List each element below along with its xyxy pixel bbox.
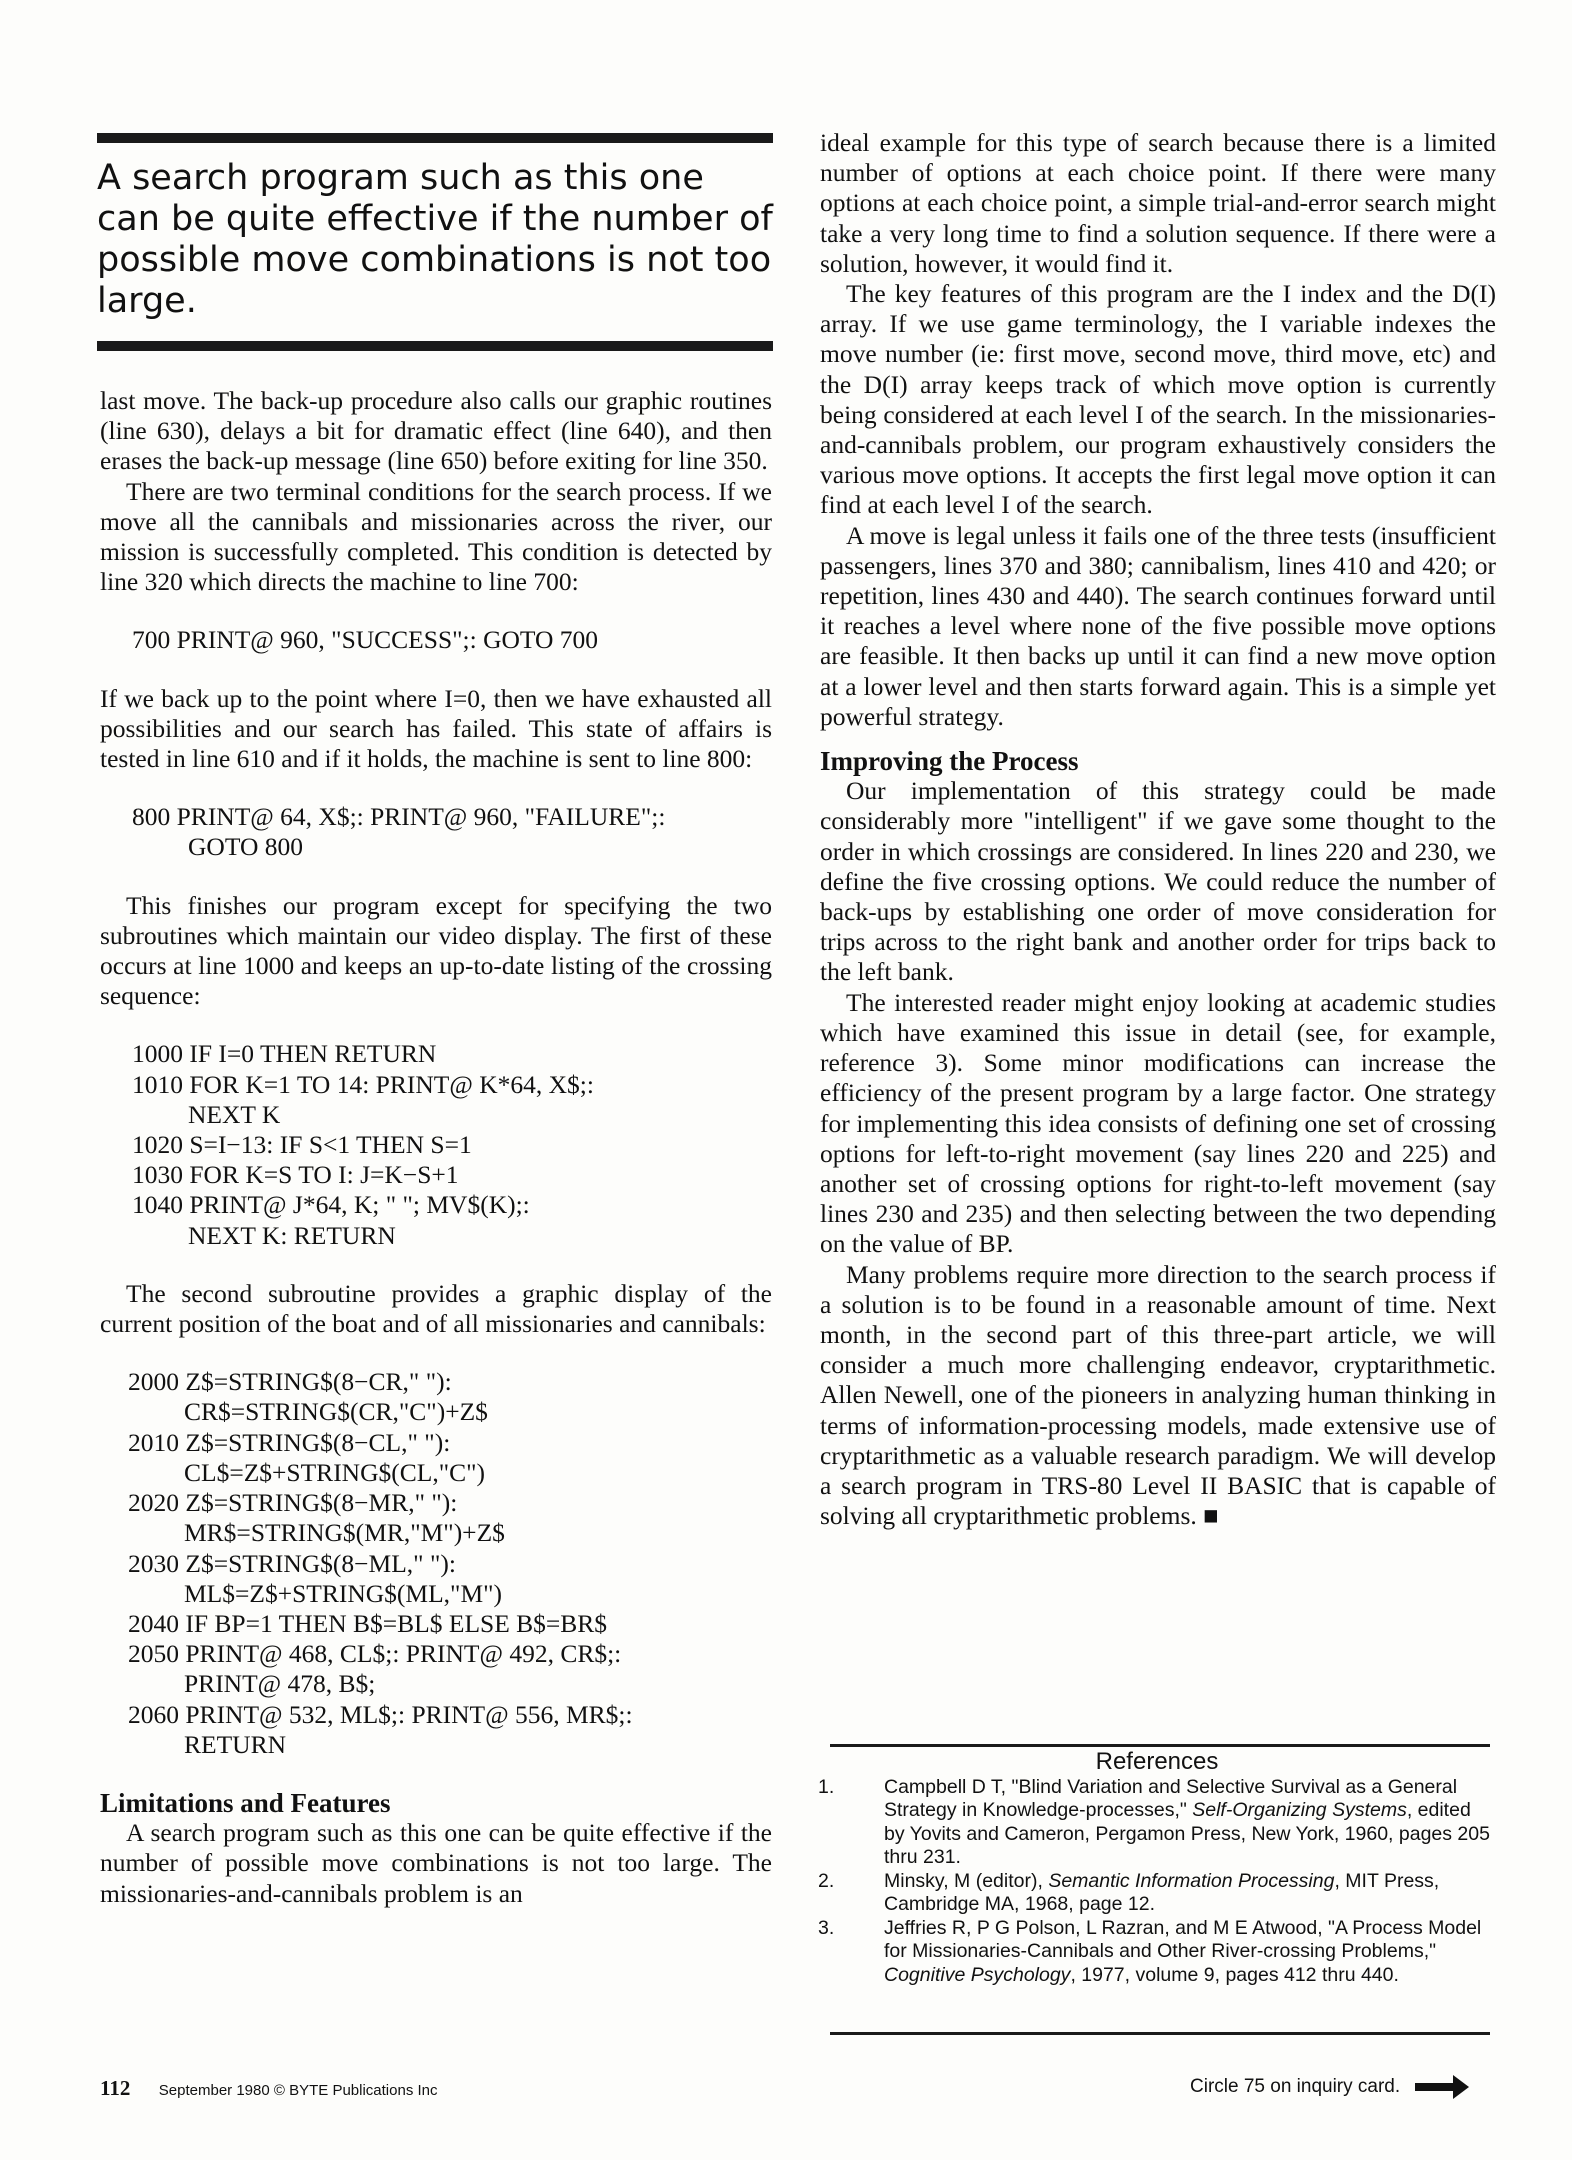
code-line: 700 PRINT@ 960, "SUCCESS";: GOTO 700 (132, 625, 599, 655)
paragraph: The key features of this program are the I index and the D(I) array. If we use game terminology, the I variable indexes the move number (ie: first move, second move, third move, etc) and the D(I) array keeps track of which move option is currently being considered at each level I of the search. In the missionaries-and-cannibals problem, our program exhaustively considers the various move options. It accepts the first legal move option it can find at each level I of the search. (820, 279, 1496, 520)
code-line: 2060 PRINT@ 532, ML$;: PRINT@ 556, MR$;: (128, 1699, 633, 1729)
footer-right (1190, 2076, 1455, 2098)
code-2000 (128, 1367, 772, 1760)
reference-item (818, 1776, 1496, 1870)
ref-text: , 1977, volume 9, pages 412 thru 440. (1070, 1963, 1399, 1986)
code-line: 1030 FOR K=S TO I: J=K−S+1 (132, 1160, 459, 1190)
footer-left (100, 2076, 438, 2101)
code-line: RETURN (184, 1729, 286, 1759)
reference-item (818, 1870, 1496, 1917)
ref-title: Semantic Information Processing (1048, 1869, 1335, 1892)
code-line: 2030 Z$=STRING$(8−ML," "): (128, 1548, 456, 1578)
left-column (100, 386, 772, 1909)
paragraph: There are two terminal conditions for the search process. If we move all the cannibals and missionaries across the river, our mission is successfully completed. This condition is detected by line 320 which directs the machine to line 700: (100, 476, 772, 597)
ref-number: 2. (818, 1869, 835, 1892)
references-title: References (1095, 1748, 1219, 1775)
right-column (820, 128, 1496, 1531)
pull-quote-top-rule (97, 133, 773, 143)
code-line: 2000 Z$=STRING$(8−CR," "): (128, 1367, 452, 1397)
footer-credit: September 1980 © BYTE Publications Inc (158, 2082, 438, 2099)
page-number: 112 (100, 2076, 131, 2100)
ref-text: , MIT Press, Cambridge MA, 1968, page 12. (884, 1869, 1440, 1915)
code-800 (132, 802, 772, 862)
pull-quote-bottom-rule (97, 341, 773, 351)
paragraph: last move. The back-up procedure also calls our graphic routines (line 630), delays a bit for dramatic effect (line 640), and then erases the back-up message (line 650) before exiting for line 350. (100, 386, 772, 476)
paragraph: If we back up to the point where I=0, then we have exhausted all possibilities and our search has failed. This state of affairs is tested in line 610 and if it holds, the machine is sent to line 800: (100, 683, 772, 774)
paragraph: The second subroutine provides a graphic display of the current position of the boat and of all missionaries and cannibals: (100, 1278, 772, 1339)
ref-title: Self-Organizing Systems (1192, 1799, 1407, 1821)
inquiry-note: Circle 75 on inquiry card. (1190, 2076, 1401, 2097)
references-top-rule (830, 1744, 1490, 1747)
ref-number: 3. (818, 1916, 835, 1939)
paragraph: This finishes our program except for specifying the two subroutines which maintain our video display. The first of these occurs at line 1000 and keeps an up-to-date listing of the crossing sequence: (100, 890, 772, 1011)
ref-title: Cognitive Psychology (884, 1963, 1071, 1986)
arrow-right-icon (1415, 2083, 1455, 2091)
code-line: GOTO 800 (188, 832, 303, 862)
reference-item (818, 1917, 1496, 1988)
code-line: MR$=STRING$(MR,"M")+Z$ (184, 1518, 505, 1548)
ref-text: , edited by Yovits and Cameron, Pergamon Press, New York, 1960, pages 205 thru 231. (884, 1799, 1490, 1868)
code-line: 1040 PRINT@ J*64, K; " "; MV$(K);: (132, 1190, 530, 1220)
section-heading: Limitations and Features (100, 1787, 391, 1818)
pull-quote: A search program such as this one can be quite effective if the number of possible move combinations is not too large. (97, 158, 773, 321)
ref-number: 1. (818, 1775, 835, 1798)
paragraph: A search program such as this one can be quite effective if the number of possible move combinations is not too large. The missionaries-and-cannibals problem is an (100, 1818, 772, 1908)
code-line: 1000 IF I=0 THEN RETURN (132, 1039, 437, 1069)
code-line: NEXT K: RETURN (188, 1220, 396, 1250)
code-line: 800 PRINT@ 64, X$;: PRINT@ 960, "FAILURE";: (132, 802, 666, 832)
paragraph: ideal example for this type of search because there is a limited number of options at each choice point. If there were many options at each choice point, a simple trial-and-error search might take a very long time to find a solution sequence. If there were a solution, however, it would find it. (820, 128, 1496, 278)
code-line: CR$=STRING$(CR,"C")+Z$ (184, 1397, 488, 1427)
code-line: 2040 IF BP=1 THEN B$=BL$ ELSE B$=BR$ (128, 1608, 608, 1638)
code-1000 (132, 1039, 772, 1250)
ref-text: Campbell D T, "Blind Variation and Selective Survival as a General Strategy in Knowledge-processes," (884, 1775, 1458, 1821)
ref-text: Jeffries R, P G Polson, L Razran, and M E Atwood, "A Process Model for Missionaries-Cannibals and Other River-crossing Problems," (884, 1916, 1482, 1962)
paragraph: Many problems require more direction to the search process if a solution is to be found in a reasonable amount of time. Next month, in the second part of this three-part article, we will consider a much more challenging endeavor, cryptarithmetic. Allen Newell, one of the pioneers in analyzing human thinking in terms of information-processing models, made extensive use of cryptarithmetic as a valuable research paradigm. We will develop a search program in TRS-80 Level II BASIC that is capable of solving all cryptarithmetic problems. ■ (820, 1259, 1496, 1531)
code-line: 2020 Z$=STRING$(8−MR," "): (128, 1488, 458, 1518)
code-line: ML$=Z$+STRING$(ML,"M") (184, 1578, 503, 1608)
code-line: 1020 S=I−13: IF S<1 THEN S=1 (132, 1130, 472, 1160)
ref-text: Minsky, M (editor), (884, 1869, 1049, 1892)
code-700 (132, 625, 772, 655)
code-line: CL$=Z$+STRING$(CL,"C") (184, 1457, 486, 1487)
references-bottom-rule (830, 2032, 1490, 2035)
code-line: NEXT K (188, 1099, 281, 1129)
paragraph: The interested reader might enjoy looking at academic studies which have examined this issue in detail (see, for example, reference 3). Some minor modifications can increase the efficiency of the present program by a large factor. One strategy for implementing this idea consists of defining one set of crossing options for left-to-right movement (say lines 220 and 225) and another set of crossing options for right-to-left movement (say lines 230 and 235) and then selecting between the two depending on the value of BP. (820, 987, 1496, 1259)
code-line: 2010 Z$=STRING$(8−CL," "): (128, 1427, 451, 1457)
paragraph: Our implementation of this strategy could be made considerably more "intelligent" if we gave some thought to the order in which crossings are considered. In lines 220 and 230, we define the five crossing options. We could reduce the number of back-ups by establishing one order of move consideration for trips across to the right bank and another order for trips back to the left bank. (820, 776, 1496, 987)
section-heading: Improving the Process (820, 746, 1079, 777)
paragraph: A move is legal unless it fails one of the three tests (insufficient passengers, lines 370 and 380; cannibalism, lines 410 and 420; or repetition, lines 430 and 440). The search continues forward until it reaches a level where none of the five possible move options are feasible. It then backs up until it can find a new move option at a lower level and then starts forward again. This is a simple yet powerful strategy. (820, 520, 1496, 731)
code-line: 2050 PRINT@ 468, CL$;: PRINT@ 492, CR$;: (128, 1639, 622, 1669)
code-line: PRINT@ 478, B$; (184, 1669, 376, 1699)
references (818, 1750, 1496, 1987)
code-line: 1010 FOR K=1 TO 14: PRINT@ K*64, X$;: (132, 1069, 594, 1099)
